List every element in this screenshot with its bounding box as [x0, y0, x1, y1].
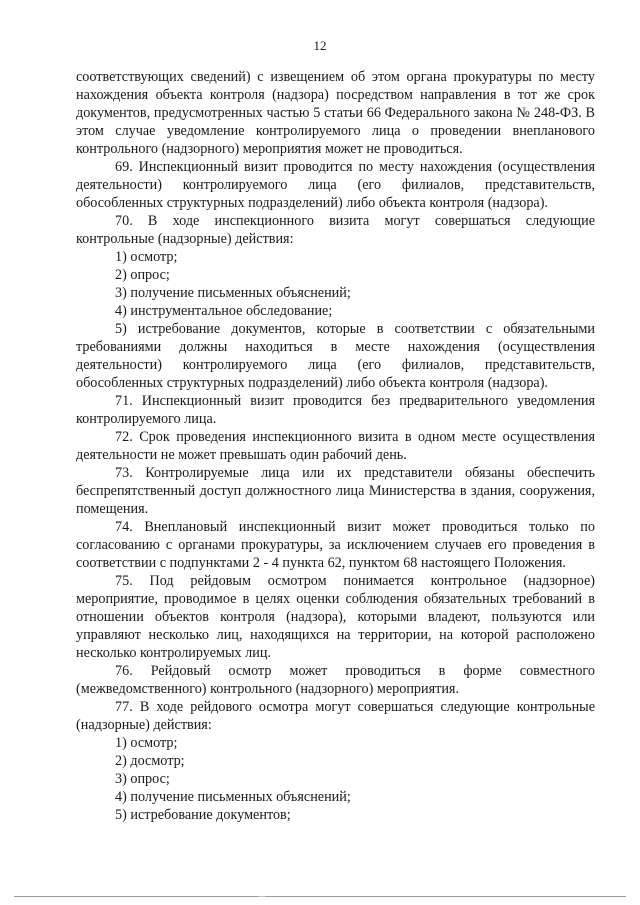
list-item-77-1: 1) осмотр; — [115, 735, 178, 751]
paragraph-77: 77. В ходе рейдового осмотра могут совершаться следующие контрольные (надзорные) действия: — [76, 699, 595, 733]
list-item-70-4: 4) инструментальное обследование; — [115, 303, 333, 319]
paragraph-71: 71. Инспекционный визит проводится без предварительного уведомления контролируемого лица. — [76, 393, 595, 427]
paragraph-73: 73. Контролируемые лица или их представители обязаны обеспечить беспрепятственный доступ должностного лица Министерства в здания, сооружения, помещения. — [76, 465, 595, 517]
list-item-77-3: 3) опрос; — [115, 771, 170, 787]
paragraph-70: 70. В ходе инспекционного визита могут совершаться следующие контрольные (надзорные) действия: — [76, 213, 595, 247]
paragraph-76: 76. Рейдовый осмотр может проводиться в форме совместного (межведомственного) контрольного (надзорного) мероприятия. — [76, 663, 595, 697]
paragraph-69: 69. Инспекционный визит проводится по месту нахождения (осуществления деятельности) контролируемого лица (его филиалов, представительств, обособленных структурных подразделений) либо объекта контроля (надзора). — [76, 159, 595, 211]
scan-bottom-edge — [14, 896, 626, 897]
list-item-70-5: 5) истребование документов, которые в соответствии с обязательными требованиями должны находиться в месте нахождения (осуществления деятельности) контролируемого лица (его филиалов, представительств, обособленных структурных подразделений) либо объекта контроля (надзора). — [76, 321, 595, 391]
list-item-70-1: 1) осмотр; — [115, 249, 178, 265]
list-item-70-3: 3) получение письменных объяснений; — [115, 285, 351, 301]
paragraph-continuation: соответствующих сведений) с извещением об этом органа прокуратуры по месту нахождения объекта контроля (надзора) посредством направления в тот же срок документов, предусмотренных частью 5 статьи 66 Федерального закона № 248-ФЗ. В этом случае уведомление контролируемого лица о проведении внепланового контрольного (надзорного) мероприятия может не проводиться. — [76, 69, 595, 157]
document-body — [76, 68, 595, 824]
paragraph-74: 74. Внеплановый инспекционный визит может проводиться только по согласованию с органами прокуратуры, за исключением случаев его проведения в соответствии с подпунктами 2 - 4 пункта 62, пунктом 68 настоящего Положения. — [76, 519, 595, 571]
list-item-70-2: 2) опрос; — [115, 267, 170, 283]
page-number: 12 — [313, 38, 327, 53]
paragraph-72: 72. Срок проведения инспекционного визита в одном месте осуществления деятельности не может превышать один рабочий день. — [76, 429, 595, 463]
paragraph-75: 75. Под рейдовым осмотром понимается контрольное (надзорное) мероприятие, проводимое в целях оценки соблюдения обязательных требований в отношении объектов контроля (надзора), которыми владеют, пользуются или управляют несколько лиц, находящихся на территории, на которой расположено несколько контролируемых лиц. — [76, 573, 595, 661]
list-item-77-2: 2) досмотр; — [115, 753, 185, 769]
list-item-77-4: 4) получение письменных объяснений; — [115, 789, 351, 805]
list-item-77-5: 5) истребование документов; — [115, 807, 291, 823]
